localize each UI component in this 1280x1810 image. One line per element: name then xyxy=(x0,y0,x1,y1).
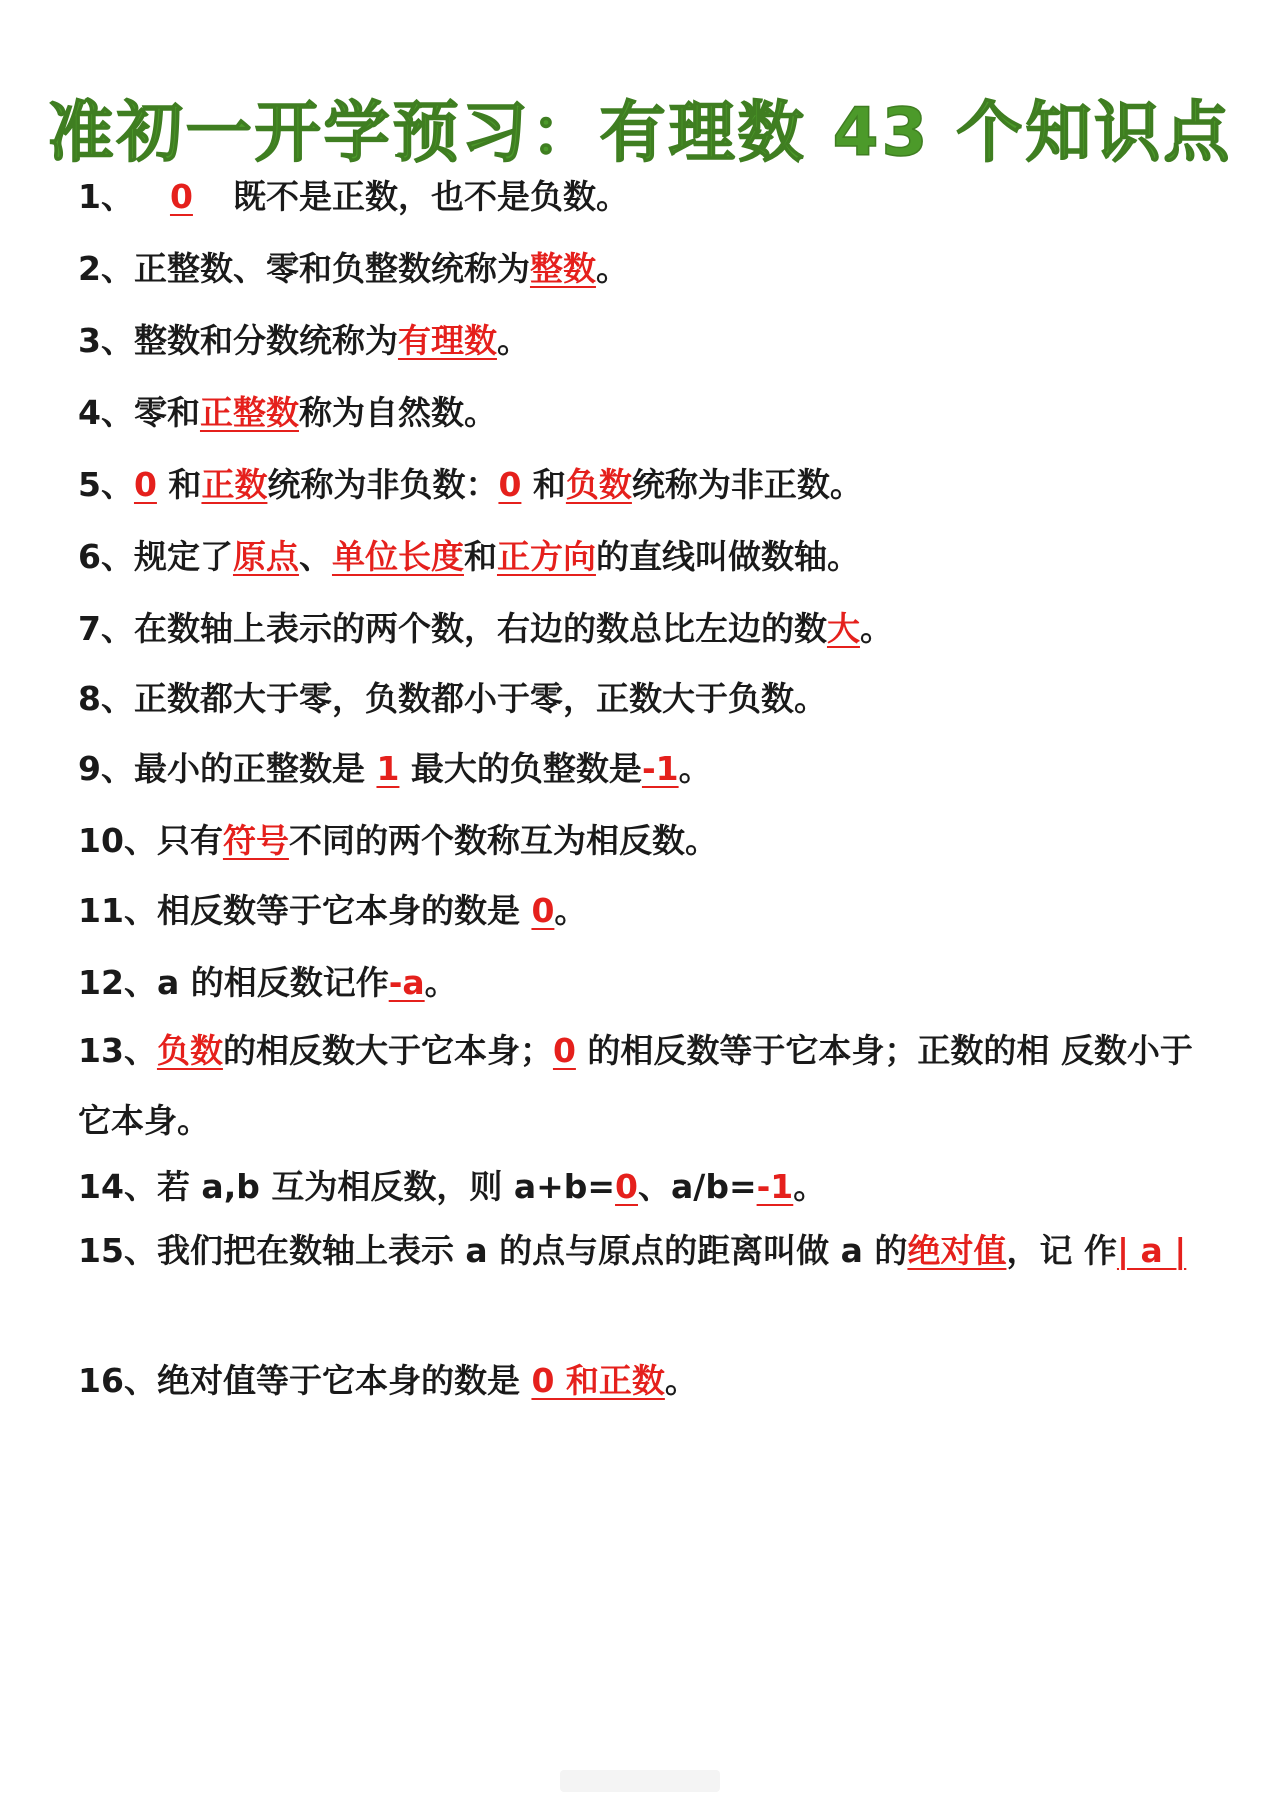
item-number: 7 xyxy=(78,609,101,648)
item-number: 4 xyxy=(78,393,101,432)
item-separator: 、 xyxy=(100,249,134,288)
answer-blank: 正整数 xyxy=(199,393,299,432)
answer-blank: 正方向 xyxy=(496,537,596,576)
watermark xyxy=(560,1770,720,1792)
item-separator: 、 xyxy=(100,465,134,504)
answer-blank: 0 xyxy=(615,1167,638,1206)
answer-blank: 正数 xyxy=(201,465,268,504)
item-separator: 、 xyxy=(123,821,157,860)
item-text: 。 xyxy=(793,1167,827,1206)
item-number: 8 xyxy=(78,679,101,718)
item-number: 5 xyxy=(78,465,101,504)
item-number: 6 xyxy=(78,537,101,576)
item-text: 的直线叫做数轴。 xyxy=(595,537,860,576)
answer-blank: 0 xyxy=(498,465,522,504)
item-number: 16 xyxy=(78,1361,124,1400)
list-item xyxy=(78,176,1218,218)
item-separator: 、 xyxy=(100,679,134,718)
answer-blank: 原点 xyxy=(232,537,299,576)
item-number: 10 xyxy=(78,821,124,860)
list-item xyxy=(78,1166,1218,1208)
answer-blank: 符号 xyxy=(222,821,289,860)
answer-blank: -a xyxy=(388,963,425,1002)
answer-blank: 大 xyxy=(826,609,860,648)
item-text: 。 xyxy=(664,1361,698,1400)
item-number: 15 xyxy=(78,1231,124,1270)
answer-blank: 0 和正数 xyxy=(531,1361,665,1400)
item-text: 既不是正数，也不是负数。 xyxy=(232,177,629,216)
item-number: 9 xyxy=(78,749,101,788)
item-number: 11 xyxy=(78,891,124,930)
answer-blank: 有理数 xyxy=(397,321,497,360)
answer-blank: | a | xyxy=(1116,1231,1187,1270)
answer-blank: 0 xyxy=(531,891,555,930)
answer-blank: 0 xyxy=(133,465,157,504)
item-text: 。 xyxy=(554,891,588,930)
item-separator: 、 xyxy=(100,321,134,360)
answer-blank: 0 xyxy=(169,177,193,216)
item-text: 只有 xyxy=(156,821,223,860)
item-text: 。 xyxy=(424,963,458,1002)
item-text: 整数和分数统称为 xyxy=(133,321,398,360)
list-item xyxy=(78,1016,1218,1156)
item-separator: 、 xyxy=(123,963,157,1002)
page-title: 准初一开学预习：有理数 43 个知识点 xyxy=(47,94,1233,171)
item-separator: 、 xyxy=(100,749,134,788)
list-item xyxy=(78,1360,1218,1402)
item-separator: 、 xyxy=(123,1031,157,1070)
item-text: 称为自然数。 xyxy=(298,393,497,432)
answer-blank: 负数 xyxy=(156,1031,223,1070)
list-item xyxy=(78,248,1218,290)
item-separator: 、 xyxy=(100,609,134,648)
item-text: 零和 xyxy=(133,393,200,432)
list-item xyxy=(78,392,1218,434)
item-text: 最大的负整数是 xyxy=(399,749,642,788)
item-separator: 、 xyxy=(123,1167,157,1206)
item-text: 。 xyxy=(496,321,530,360)
item-text: 。 xyxy=(678,749,712,788)
item-separator: 、 xyxy=(100,177,134,216)
item-text: 。 xyxy=(595,249,629,288)
item-separator: 、 xyxy=(123,1231,157,1270)
list-item xyxy=(78,320,1218,362)
item-number: 14 xyxy=(78,1167,124,1206)
item-text: 统称为非负数： xyxy=(267,465,499,504)
item-number: 3 xyxy=(78,321,101,360)
answer-blank: 0 xyxy=(552,1031,576,1070)
item-text: 的相反数大于它本身； xyxy=(222,1031,553,1070)
answer-blank: 1 xyxy=(376,749,400,788)
item-text: 规定了 xyxy=(133,537,233,576)
item-text: 、 xyxy=(298,537,332,576)
item-text: 、a/b= xyxy=(638,1167,757,1206)
answer-blank: 整数 xyxy=(529,249,596,288)
item-text: 正数都大于零，负数都小于零，正数大于负数。 xyxy=(133,679,827,718)
item-number: 13 xyxy=(78,1031,124,1070)
list-item xyxy=(78,820,1218,862)
answer-blank: 绝对值 xyxy=(907,1231,1007,1270)
answer-blank: 负数 xyxy=(565,465,632,504)
list-item xyxy=(78,1216,1218,1286)
item-text: ，记 作 xyxy=(1006,1231,1117,1270)
item-text: 我们把在数轴上表示 a 的点与原点的距离叫做 a 的 xyxy=(156,1231,908,1270)
item-text: a 的相反数记作 xyxy=(156,963,389,1002)
item-text: 的相反数等于它本身；正数的相 反数小于它本身。 xyxy=(78,1031,1193,1140)
list-item xyxy=(78,678,1218,720)
item-number: 12 xyxy=(78,963,124,1002)
item-text: 和 xyxy=(463,537,497,576)
item-text: 相反数等于它本身的数是 xyxy=(156,891,532,930)
item-text: 若 a,b 互为相反数，则 a+b= xyxy=(156,1167,616,1206)
item-number: 2 xyxy=(78,249,101,288)
item-separator: 、 xyxy=(100,537,134,576)
answer-blank: -1 xyxy=(641,749,679,788)
item-text: 正整数、零和负整数统称为 xyxy=(133,249,530,288)
item-text: 统称为非正数。 xyxy=(631,465,863,504)
list-item xyxy=(78,608,1218,650)
item-text: 。 xyxy=(859,609,893,648)
item-text: 最小的正整数是 xyxy=(133,749,377,788)
answer-blank: 单位长度 xyxy=(331,537,464,576)
list-item xyxy=(78,748,1218,790)
item-number: 1 xyxy=(78,177,101,216)
item-text: 绝对值等于它本身的数是 xyxy=(156,1361,532,1400)
list-item xyxy=(78,962,1218,1004)
item-text: 和 xyxy=(156,465,202,504)
item-text: 和 xyxy=(521,465,566,504)
answer-blank: -1 xyxy=(756,1167,794,1206)
item-text: 在数轴上表示的两个数，右边的数总比左边的数 xyxy=(133,609,827,648)
list-item xyxy=(78,536,1218,578)
item-separator: 、 xyxy=(100,393,134,432)
item-text: 不同的两个数称互为相反数。 xyxy=(288,821,718,860)
item-separator: 、 xyxy=(123,1361,157,1400)
item-separator: 、 xyxy=(123,891,157,930)
list-item xyxy=(78,464,1218,506)
list-item xyxy=(78,890,1218,932)
